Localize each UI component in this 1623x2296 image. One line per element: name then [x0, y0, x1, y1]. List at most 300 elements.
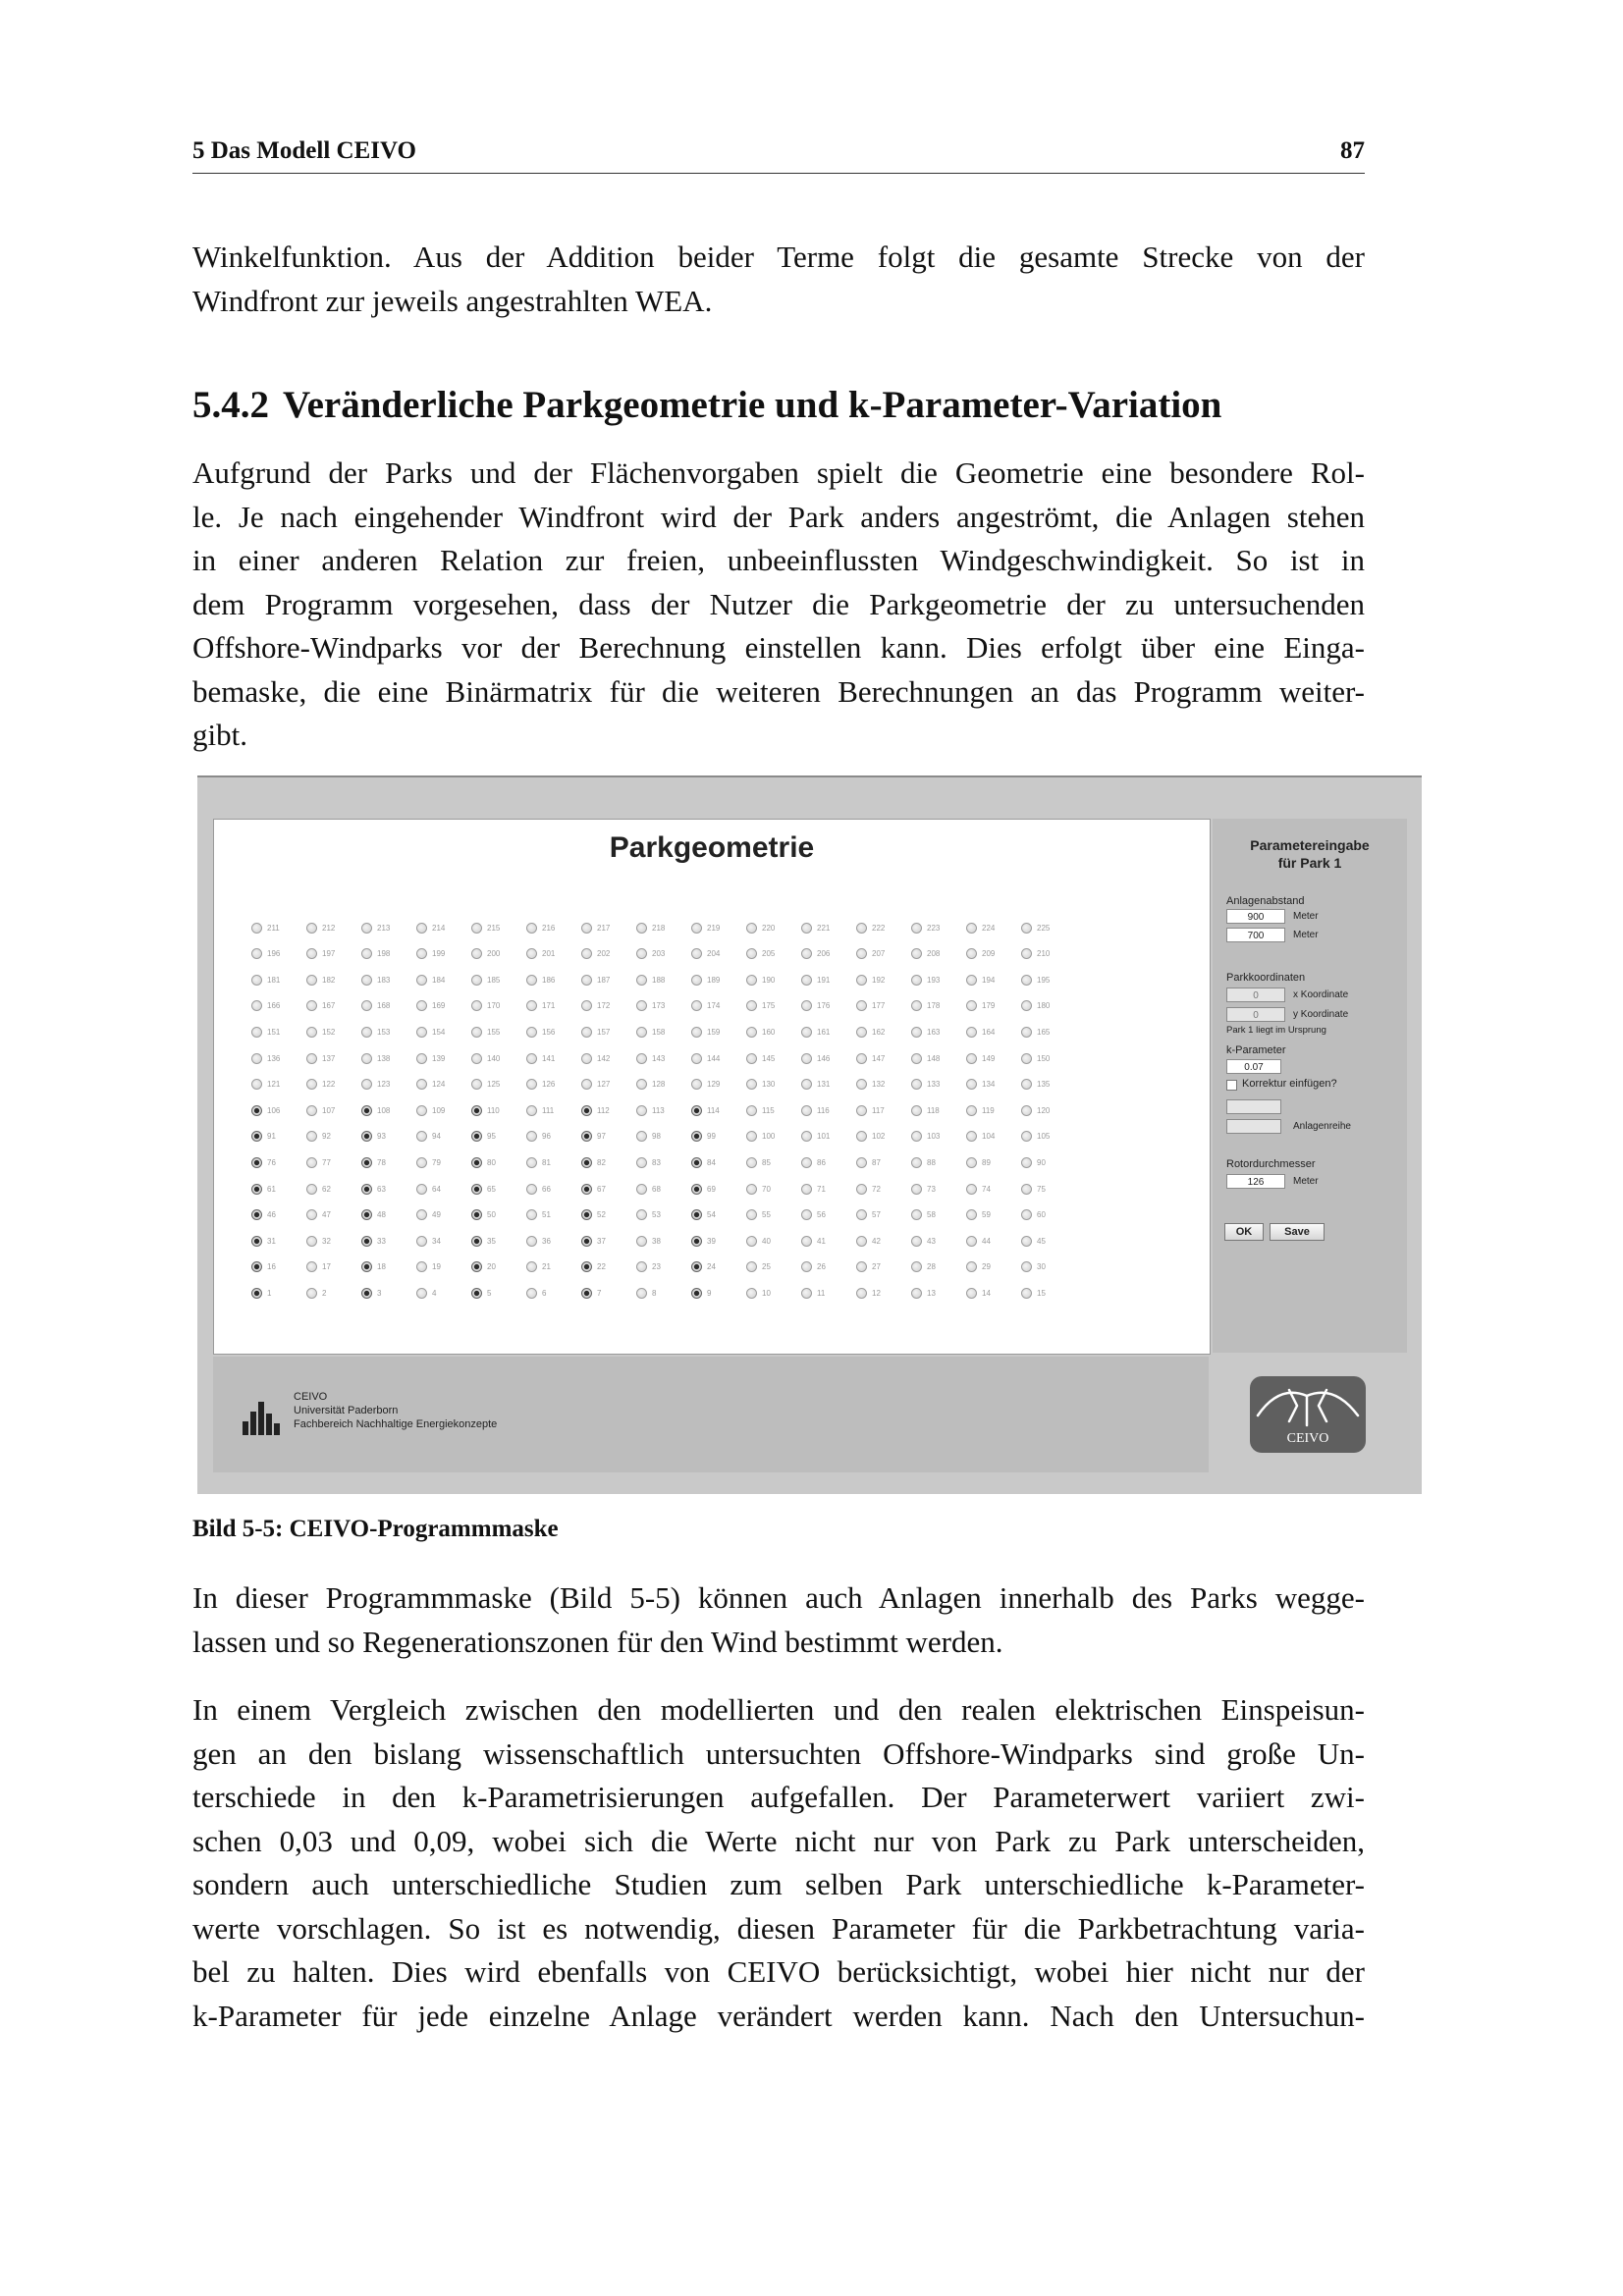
- turbine-radio[interactable]: [1021, 1283, 1076, 1303]
- turbine-radio[interactable]: [746, 996, 801, 1016]
- turbine-number: 170: [487, 1001, 501, 1011]
- turbine-radio[interactable]: [856, 1127, 911, 1147]
- turbine-number: 18: [377, 1262, 386, 1272]
- text-line: terschiede in den k-Parametrisierungen aufgefallen. Der Parameterwert variiert zwi-: [192, 1780, 1365, 1814]
- turbine-radio[interactable]: [251, 1127, 306, 1147]
- text-line: werte vorschlagen. So ist es notwendig, diesen Parameter für die Parkbetrachtung varia-: [192, 1910, 1365, 1946]
- kparameter-input[interactable]: 0.07: [1226, 1059, 1281, 1074]
- radio-dot-icon: [911, 1079, 922, 1090]
- turbine-radio[interactable]: [361, 1283, 416, 1303]
- turbine-radio[interactable]: [416, 1127, 471, 1147]
- turbine-radio[interactable]: [911, 1022, 966, 1041]
- turbine-radio[interactable]: [526, 918, 581, 937]
- turbine-number: 154: [432, 1027, 446, 1037]
- turbine-radio[interactable]: [471, 944, 526, 964]
- turbine-radio[interactable]: [911, 1048, 966, 1068]
- turbine-number: 110: [487, 1105, 500, 1115]
- turbine-number: 70: [762, 1184, 771, 1194]
- turbine-radio[interactable]: [471, 1127, 526, 1147]
- turbine-radio[interactable]: [746, 1231, 801, 1251]
- turbine-radio[interactable]: [746, 1075, 801, 1095]
- radio-dot-icon: [251, 1209, 262, 1220]
- abstand-y-input[interactable]: 700: [1226, 928, 1285, 942]
- turbine-radio[interactable]: [361, 1231, 416, 1251]
- turbine-radio[interactable]: [471, 1179, 526, 1199]
- turbine-radio[interactable]: [746, 970, 801, 989]
- turbine-radio[interactable]: [1021, 944, 1076, 964]
- turbine-radio[interactable]: [636, 1283, 691, 1303]
- turbine-radio[interactable]: [636, 1022, 691, 1041]
- turbine-radio[interactable]: [581, 1257, 636, 1277]
- turbine-radio[interactable]: [471, 1075, 526, 1095]
- turbine-radio[interactable]: [801, 1257, 856, 1277]
- text-line: in einer anderen Relation zur freien, unbeeinflussten Windgeschwindigkeit. So ist in: [192, 543, 1365, 577]
- abstand-x-input[interactable]: 900: [1226, 909, 1285, 924]
- turbine-radio[interactable]: [471, 918, 526, 937]
- turbine-radio[interactable]: [526, 1257, 581, 1277]
- turbine-radio[interactable]: [361, 918, 416, 937]
- turbine-radio[interactable]: [966, 944, 1021, 964]
- turbine-radio[interactable]: [251, 1205, 306, 1225]
- turbine-radio[interactable]: [911, 970, 966, 989]
- turbine-radio[interactable]: [306, 1257, 361, 1277]
- turbine-radio[interactable]: [746, 1205, 801, 1225]
- radio-dot-icon: [361, 1184, 372, 1195]
- radio-dot-icon: [471, 1288, 482, 1299]
- turbine-radio[interactable]: [911, 1205, 966, 1225]
- turbine-radio[interactable]: [471, 1283, 526, 1303]
- turbine-radio[interactable]: [911, 1257, 966, 1277]
- radio-dot-icon: [801, 1105, 812, 1116]
- turbine-radio[interactable]: [471, 1205, 526, 1225]
- turbine-radio[interactable]: [416, 1100, 471, 1120]
- turbine-radio[interactable]: [691, 1179, 746, 1199]
- turbine-radio[interactable]: [691, 1100, 746, 1120]
- x-coordinate-input[interactable]: 0: [1226, 988, 1285, 1002]
- turbine-radio[interactable]: [361, 1048, 416, 1068]
- turbine-radio[interactable]: [416, 1179, 471, 1199]
- turbine-radio[interactable]: [856, 944, 911, 964]
- turbine-radio[interactable]: [911, 944, 966, 964]
- radio-dot-icon: [1021, 1236, 1032, 1247]
- turbine-radio[interactable]: [306, 1100, 361, 1120]
- turbine-radio[interactable]: [526, 1205, 581, 1225]
- turbine-radio[interactable]: [801, 970, 856, 989]
- radio-dot-icon: [691, 1027, 702, 1038]
- turbine-number: 53: [652, 1210, 661, 1220]
- turbine-radio[interactable]: [416, 996, 471, 1016]
- turbine-radio[interactable]: [581, 1179, 636, 1199]
- turbine-radio[interactable]: [691, 944, 746, 964]
- turbine-radio[interactable]: [526, 1100, 581, 1120]
- turbine-radio[interactable]: [691, 1257, 746, 1277]
- radio-dot-icon: [251, 1157, 262, 1168]
- turbine-number: 92: [322, 1132, 331, 1142]
- turbine-radio[interactable]: [251, 996, 306, 1016]
- turbine-radio[interactable]: [251, 1048, 306, 1068]
- radio-dot-icon: [361, 1000, 372, 1011]
- turbine-radio[interactable]: [966, 996, 1021, 1016]
- turbine-radio[interactable]: [856, 1205, 911, 1225]
- turbine-radio[interactable]: [251, 918, 306, 937]
- y-coordinate-input[interactable]: 0: [1226, 1007, 1285, 1022]
- turbine-radio[interactable]: [251, 1022, 306, 1041]
- radio-dot-icon: [306, 1209, 317, 1220]
- turbine-radio[interactable]: [526, 1075, 581, 1095]
- turbine-radio[interactable]: [911, 1075, 966, 1095]
- radio-dot-icon: [526, 1288, 537, 1299]
- turbine-radio[interactable]: [306, 1075, 361, 1095]
- turbine-radio[interactable]: [471, 1257, 526, 1277]
- turbine-radio[interactable]: [691, 996, 746, 1016]
- turbine-radio[interactable]: [306, 1231, 361, 1251]
- turbine-radio[interactable]: [911, 1179, 966, 1199]
- turbine-radio[interactable]: [1021, 996, 1076, 1016]
- turbine-radio[interactable]: [581, 1152, 636, 1172]
- turbine-radio[interactable]: [691, 970, 746, 989]
- x-coordinate-label: x Koordinate: [1293, 989, 1349, 1000]
- parameter-title-line: Parametereingabe: [1250, 837, 1370, 853]
- korrektur-value-input[interactable]: [1226, 1099, 1281, 1114]
- turbine-radio[interactable]: [306, 1022, 361, 1041]
- turbine-radio[interactable]: [581, 1048, 636, 1068]
- turbine-radio[interactable]: [636, 918, 691, 937]
- turbine-radio[interactable]: [361, 996, 416, 1016]
- korrektur-checkbox[interactable]: [1226, 1080, 1237, 1091]
- turbine-radio[interactable]: [361, 1152, 416, 1172]
- turbine-radio[interactable]: [416, 1283, 471, 1303]
- turbine-number: 132: [872, 1080, 886, 1090]
- turbine-number: 138: [377, 1053, 391, 1063]
- turbine-radio[interactable]: [581, 1127, 636, 1147]
- turbine-radio[interactable]: [691, 1283, 746, 1303]
- turbine-number: 145: [762, 1053, 776, 1063]
- turbine-radio[interactable]: [416, 1231, 471, 1251]
- turbine-radio[interactable]: [911, 1283, 966, 1303]
- turbine-number: 171: [542, 1001, 556, 1011]
- turbine-radio[interactable]: [746, 944, 801, 964]
- turbine-radio[interactable]: [746, 1152, 801, 1172]
- turbine-radio[interactable]: [526, 1283, 581, 1303]
- turbine-radio[interactable]: [1021, 1127, 1076, 1147]
- turbine-radio[interactable]: [361, 1179, 416, 1199]
- turbine-number: 153: [377, 1027, 391, 1037]
- turbine-number: 206: [817, 949, 831, 959]
- turbine-number: 139: [432, 1053, 446, 1063]
- turbine-radio[interactable]: [801, 1231, 856, 1251]
- turbine-radio[interactable]: [691, 1075, 746, 1095]
- turbine-radio[interactable]: [746, 1127, 801, 1147]
- turbine-radio[interactable]: [1021, 1075, 1076, 1095]
- turbine-radio[interactable]: [911, 1100, 966, 1120]
- turbine-radio[interactable]: [746, 1100, 801, 1120]
- turbine-radio[interactable]: [581, 1022, 636, 1041]
- turbine-radio[interactable]: [251, 1231, 306, 1251]
- radio-dot-icon: [471, 1131, 482, 1142]
- turbine-radio[interactable]: [966, 1257, 1021, 1277]
- turbine-number: 79: [432, 1157, 441, 1167]
- turbine-radio[interactable]: [966, 1152, 1021, 1172]
- turbine-number: 130: [762, 1080, 776, 1090]
- turbine-radio[interactable]: [801, 996, 856, 1016]
- turbine-number: 193: [927, 975, 941, 985]
- turbine-radio[interactable]: [911, 1231, 966, 1251]
- turbine-radio[interactable]: [691, 1127, 746, 1147]
- turbine-number: 203: [652, 949, 666, 959]
- turbine-radio[interactable]: [636, 1100, 691, 1120]
- turbine-radio[interactable]: [966, 918, 1021, 937]
- turbine-radio[interactable]: [801, 1205, 856, 1225]
- turbine-radio[interactable]: [636, 1231, 691, 1251]
- turbine-number: 156: [542, 1027, 556, 1037]
- turbine-radio[interactable]: [966, 970, 1021, 989]
- turbine-radio[interactable]: [471, 970, 526, 989]
- turbine-radio[interactable]: [306, 1048, 361, 1068]
- turbine-radio[interactable]: [856, 970, 911, 989]
- turbine-radio[interactable]: [581, 1100, 636, 1120]
- turbine-radio[interactable]: [966, 1283, 1021, 1303]
- turbine-radio[interactable]: [251, 1283, 306, 1303]
- turbine-radio[interactable]: [471, 1048, 526, 1068]
- turbine-radio[interactable]: [636, 1127, 691, 1147]
- turbine-radio[interactable]: [746, 1283, 801, 1303]
- turbine-number: 96: [542, 1132, 551, 1142]
- turbine-radio[interactable]: [856, 1048, 911, 1068]
- turbine-radio[interactable]: [471, 1152, 526, 1172]
- turbine-radio[interactable]: [526, 1127, 581, 1147]
- turbine-radio[interactable]: [911, 996, 966, 1016]
- turbine-radio[interactable]: [1021, 1152, 1076, 1172]
- turbine-radio[interactable]: [416, 1075, 471, 1095]
- turbine-radio[interactable]: [581, 1075, 636, 1095]
- turbine-radio[interactable]: [361, 1022, 416, 1041]
- turbine-radio[interactable]: [636, 1179, 691, 1199]
- turbine-radio[interactable]: [306, 996, 361, 1016]
- turbine-radio[interactable]: [251, 970, 306, 989]
- radio-dot-icon: [801, 1000, 812, 1011]
- turbine-radio[interactable]: [416, 944, 471, 964]
- turbine-radio[interactable]: [1021, 1179, 1076, 1199]
- turbine-radio[interactable]: [911, 1127, 966, 1147]
- turbine-number: 5: [487, 1288, 492, 1298]
- turbine-radio[interactable]: [251, 1152, 306, 1172]
- turbine-radio[interactable]: [966, 1075, 1021, 1095]
- turbine-radio[interactable]: [801, 1075, 856, 1095]
- radio-dot-icon: [251, 923, 262, 934]
- turbine-number: 168: [377, 1001, 391, 1011]
- turbine-number: 35: [487, 1236, 496, 1246]
- turbine-radio[interactable]: [1021, 1100, 1076, 1120]
- turbine-radio[interactable]: [966, 1100, 1021, 1120]
- turbine-radio[interactable]: [416, 1205, 471, 1225]
- turbine-radio[interactable]: [801, 1283, 856, 1303]
- radio-dot-icon: [306, 1261, 317, 1272]
- radio-dot-icon: [746, 1184, 757, 1195]
- turbine-number: 140: [487, 1053, 501, 1063]
- section-heading: [192, 383, 1365, 427]
- turbine-radio[interactable]: [526, 970, 581, 989]
- turbine-radio[interactable]: [856, 1152, 911, 1172]
- turbine-radio[interactable]: [361, 970, 416, 989]
- turbine-radio[interactable]: [691, 1022, 746, 1041]
- turbine-radio[interactable]: [1021, 1257, 1076, 1277]
- turbine-radio[interactable]: [691, 1205, 746, 1225]
- turbine-radio[interactable]: [746, 1179, 801, 1199]
- turbine-number: 80: [487, 1157, 496, 1167]
- turbine-radio[interactable]: [471, 996, 526, 1016]
- turbine-radio[interactable]: [581, 996, 636, 1016]
- turbine-radio[interactable]: [581, 918, 636, 937]
- turbine-radio[interactable]: [636, 1075, 691, 1095]
- turbine-radio[interactable]: [361, 1205, 416, 1225]
- turbine-radio[interactable]: [251, 944, 306, 964]
- turbine-radio[interactable]: [581, 1231, 636, 1251]
- turbine-radio[interactable]: [856, 1022, 911, 1041]
- radio-dot-icon: [746, 1209, 757, 1220]
- turbine-radio[interactable]: [251, 1179, 306, 1199]
- turbine-radio[interactable]: [636, 996, 691, 1016]
- turbine-radio[interactable]: [581, 1283, 636, 1303]
- turbine-number: 10: [762, 1288, 771, 1298]
- rotordurchmesser-input[interactable]: 126: [1226, 1174, 1285, 1189]
- turbine-radio[interactable]: [966, 1179, 1021, 1199]
- turbine-number: 32: [322, 1236, 331, 1246]
- turbine-radio[interactable]: [361, 1075, 416, 1095]
- turbine-radio[interactable]: [416, 970, 471, 989]
- radio-dot-icon: [251, 1288, 262, 1299]
- turbine-number: 155: [487, 1027, 501, 1037]
- turbine-number: 201: [542, 949, 556, 959]
- turbine-radio[interactable]: [526, 1231, 581, 1251]
- turbine-radio[interactable]: [526, 1152, 581, 1172]
- turbine-radio[interactable]: [801, 944, 856, 964]
- turbine-radio[interactable]: [361, 944, 416, 964]
- radio-dot-icon: [966, 1131, 977, 1142]
- turbine-radio[interactable]: [856, 1100, 911, 1120]
- turbine-radio[interactable]: [251, 1100, 306, 1120]
- turbine-radio[interactable]: [966, 1231, 1021, 1251]
- turbine-radio[interactable]: [361, 1100, 416, 1120]
- turbine-radio[interactable]: [691, 918, 746, 937]
- radio-dot-icon: [746, 1105, 757, 1116]
- turbine-radio[interactable]: [1021, 1205, 1076, 1225]
- save-button[interactable]: Save: [1270, 1223, 1325, 1241]
- turbine-radio[interactable]: [306, 1283, 361, 1303]
- turbine-radio[interactable]: [691, 1152, 746, 1172]
- turbine-radio[interactable]: [746, 918, 801, 937]
- turbine-radio[interactable]: [306, 1205, 361, 1225]
- turbine-number: 106: [267, 1105, 281, 1115]
- turbine-radio[interactable]: [1021, 918, 1076, 937]
- turbine-radio[interactable]: [746, 1257, 801, 1277]
- radio-dot-icon: [526, 948, 537, 959]
- turbine-radio[interactable]: [636, 944, 691, 964]
- radio-dot-icon: [581, 1288, 592, 1299]
- turbine-radio[interactable]: [306, 1179, 361, 1199]
- turbine-radio[interactable]: [416, 918, 471, 937]
- turbine-radio[interactable]: [801, 1152, 856, 1172]
- turbine-radio[interactable]: [856, 1283, 911, 1303]
- turbine-radio[interactable]: [251, 1075, 306, 1095]
- turbine-radio[interactable]: [526, 944, 581, 964]
- turbine-radio[interactable]: [966, 1022, 1021, 1041]
- turbine-radio[interactable]: [636, 1257, 691, 1277]
- turbine-radio[interactable]: [416, 1257, 471, 1277]
- turbine-radio[interactable]: [361, 1257, 416, 1277]
- turbine-radio[interactable]: [306, 944, 361, 964]
- radio-dot-icon: [636, 1131, 647, 1142]
- turbine-radio[interactable]: [306, 1152, 361, 1172]
- turbine-radio[interactable]: [636, 970, 691, 989]
- turbine-radio[interactable]: [471, 1022, 526, 1041]
- turbine-radio[interactable]: [801, 1127, 856, 1147]
- turbine-radio[interactable]: [856, 1075, 911, 1095]
- turbine-radio[interactable]: [1021, 970, 1076, 989]
- turbine-radio[interactable]: [471, 1100, 526, 1120]
- turbine-radio[interactable]: [526, 996, 581, 1016]
- turbine-radio[interactable]: [691, 1048, 746, 1068]
- radio-dot-icon: [581, 1184, 592, 1195]
- turbine-radio[interactable]: [581, 1205, 636, 1225]
- turbine-radio[interactable]: [306, 918, 361, 937]
- turbine-radio[interactable]: [526, 1179, 581, 1199]
- turbine-radio[interactable]: [306, 970, 361, 989]
- turbine-radio[interactable]: [636, 1152, 691, 1172]
- turbine-radio[interactable]: [526, 1022, 581, 1041]
- turbine-radio[interactable]: [801, 1022, 856, 1041]
- turbine-radio[interactable]: [801, 1179, 856, 1199]
- turbine-radio[interactable]: [416, 1022, 471, 1041]
- turbine-radio[interactable]: [636, 1205, 691, 1225]
- turbine-radio[interactable]: [746, 1022, 801, 1041]
- turbine-radio[interactable]: [911, 918, 966, 937]
- turbine-radio[interactable]: [856, 1231, 911, 1251]
- turbine-radio[interactable]: [1021, 1048, 1076, 1068]
- turbine-radio[interactable]: [801, 1100, 856, 1120]
- turbine-radio[interactable]: [1021, 1022, 1076, 1041]
- turbine-radio[interactable]: [966, 1127, 1021, 1147]
- ok-button[interactable]: OK: [1224, 1223, 1264, 1241]
- turbine-radio[interactable]: [856, 1179, 911, 1199]
- turbine-radio[interactable]: [911, 1152, 966, 1172]
- turbine-number: 12: [872, 1288, 881, 1298]
- turbine-radio[interactable]: [251, 1257, 306, 1277]
- turbine-radio[interactable]: [581, 970, 636, 989]
- anlagenreihe-input[interactable]: [1226, 1119, 1281, 1134]
- turbine-radio[interactable]: [856, 1257, 911, 1277]
- turbine-radio[interactable]: [966, 1048, 1021, 1068]
- running-header: [192, 135, 1365, 174]
- radio-dot-icon: [911, 1000, 922, 1011]
- turbine-radio[interactable]: [691, 1231, 746, 1251]
- turbine-radio[interactable]: [1021, 1231, 1076, 1251]
- turbine-radio[interactable]: [361, 1127, 416, 1147]
- turbine-radio[interactable]: [966, 1205, 1021, 1225]
- turbine-radio[interactable]: [856, 918, 911, 937]
- turbine-radio[interactable]: [416, 1048, 471, 1068]
- turbine-radio[interactable]: [306, 1127, 361, 1147]
- turbine-radio[interactable]: [416, 1152, 471, 1172]
- turbine-radio[interactable]: [856, 996, 911, 1016]
- turbine-radio[interactable]: [526, 1048, 581, 1068]
- turbine-radio[interactable]: [801, 1048, 856, 1068]
- text-line: In einem Vergleich zwischen den modellierten und den realen elektrischen Einspeisun-: [192, 1692, 1365, 1727]
- turbine-radio[interactable]: [801, 918, 856, 937]
- turbine-radio[interactable]: [471, 1231, 526, 1251]
- turbine-radio[interactable]: [746, 1048, 801, 1068]
- turbine-radio[interactable]: [581, 944, 636, 964]
- turbine-radio[interactable]: [636, 1048, 691, 1068]
